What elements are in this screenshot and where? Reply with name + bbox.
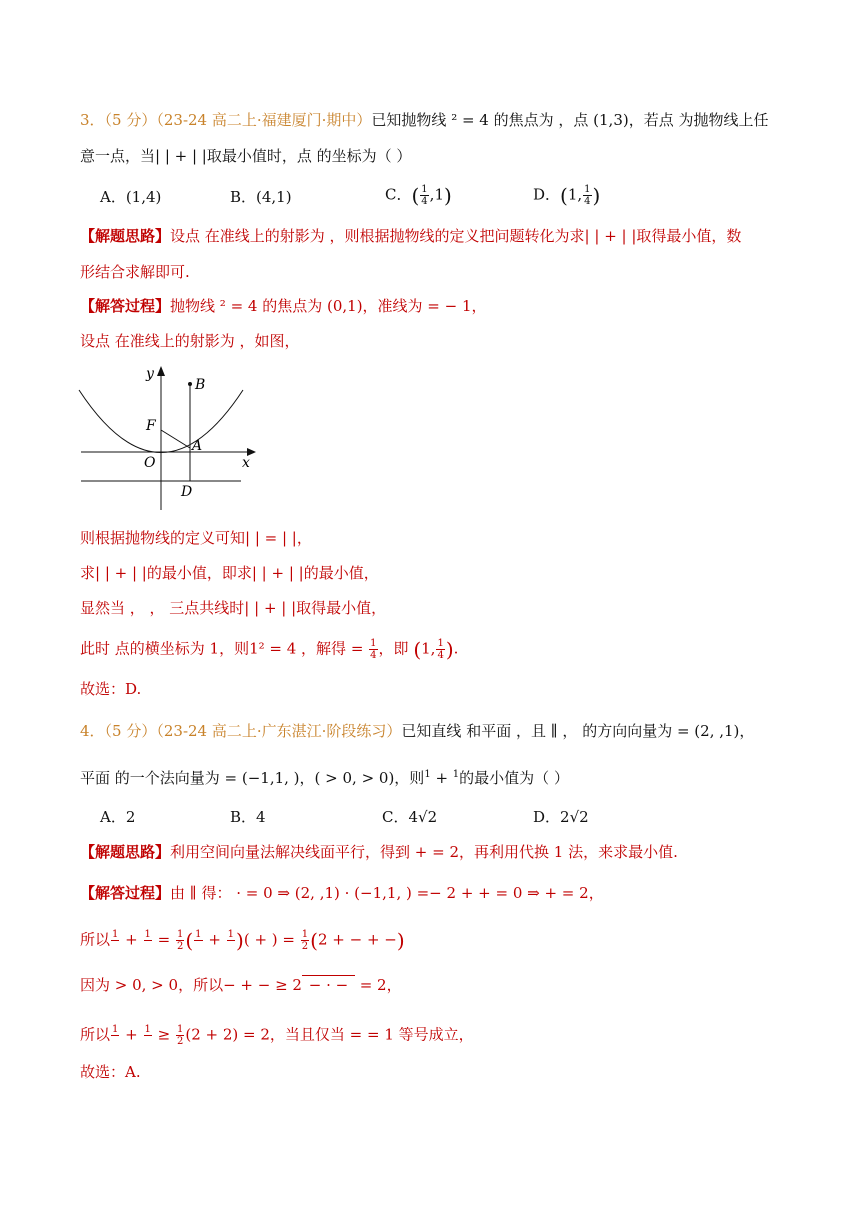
q3-idea-label: 【解题思路】 bbox=[80, 227, 171, 245]
label-a: A bbox=[192, 438, 203, 454]
q4-option-a: A．2 bbox=[100, 808, 136, 826]
q4-source: （23-24 高二上·广东湛江·阶段练习） bbox=[156, 722, 402, 740]
label-x: x bbox=[242, 455, 250, 471]
q3-option-a: A．(1,4) bbox=[100, 188, 162, 206]
q3-process-line2: 设点 在准线上的射影为 ，如图， bbox=[80, 332, 300, 350]
q4-option-c: C．4√2 bbox=[382, 808, 438, 826]
q4-process-line3: 因为 > 0, > 0，所以− + − ≥ 2 − · − = 2， bbox=[80, 976, 402, 994]
label-f: F bbox=[146, 418, 156, 434]
label-d: D bbox=[181, 484, 193, 500]
q4-option-d: D．2√2 bbox=[533, 808, 589, 826]
q3-option-d: D．(1, $\frac{1}{4}$ ) bbox=[533, 183, 601, 208]
q4-answer: 故选：A. bbox=[80, 1063, 141, 1081]
q3-idea-line1: 【解题思路】设点 在准线上的射影为 ，则根据抛物线的定义把问题转化为求| | + | |取得最小值，数 bbox=[80, 227, 742, 245]
point-b bbox=[188, 382, 192, 386]
q3-stem-line2: 意一点，当| | + | |取最小值时，点 的坐标为（ ） bbox=[80, 147, 412, 165]
q3-answer: 故选：D. bbox=[80, 680, 142, 698]
q4-idea-line: 【解题思路】利用空间向量法解决线面平行，得到 + = 2，再利用代换 1 法，来求最小值. bbox=[80, 843, 678, 861]
q4-score: （5 分） bbox=[104, 722, 157, 740]
label-b: B bbox=[195, 377, 206, 393]
segment-fa bbox=[161, 430, 190, 448]
q4-process-line4: 所以 1 + 1 ≥ $\frac{1}{2}$ (2 + 2) = 2，当且仅当 = = 1 等号成立， bbox=[80, 1024, 474, 1047]
q3-option-b: B．(4,1) bbox=[230, 188, 292, 206]
y-axis-arrow-icon bbox=[157, 366, 165, 376]
q3-idea-line2: 形结合求解即可. bbox=[80, 263, 190, 281]
label-y: y bbox=[146, 366, 154, 382]
q4-process-line2: 所以 1 + 1 = $\frac{1}{2}$ ( 1 + 1 )( + ) = $\frac{1}{2}$ (2 + − + −) bbox=[80, 928, 405, 953]
q3-stem-text1: 已知抛物线 ² = 4 的焦点为 ，点 (1,3)，若点 为抛物线上任 bbox=[371, 111, 769, 129]
q3-process-line1: 【解答过程】抛物线 ² = 4 的焦点为 (0,1)，准线为 = − 1， bbox=[80, 297, 487, 315]
q4-number: 4． bbox=[80, 722, 105, 740]
q3-score: （5 分） bbox=[104, 111, 157, 129]
q3-process-label: 【解答过程】 bbox=[80, 297, 171, 315]
label-o: O bbox=[144, 455, 156, 471]
q3-stem-line1 bbox=[80, 110, 769, 130]
q4-process-label: 【解答过程】 bbox=[80, 884, 171, 902]
q4-process-line1: 【解答过程】由 ∥ 得： · = 0 ⇒ (2, ,1) · (−1,1, ) =− 2 + + = 0 ⇒ + = 2， bbox=[80, 884, 604, 902]
q4-option-b: B．4 bbox=[230, 808, 266, 826]
q3-option-c: C．( $\frac{1}{4}$ ,1) bbox=[385, 183, 452, 208]
q4-stem-line1: 4．（5 分）（23-24 高二上·广东湛江·阶段练习）已知直线 和平面 ，且 ∥ ， 的方向向量为 = (2, ,1)， bbox=[80, 722, 755, 740]
q3-after-line1: 则根据抛物线的定义可知| | = | |， bbox=[80, 529, 312, 547]
q3-source: （23-24 高二上·福建厦门·期中） bbox=[156, 111, 372, 129]
q3-after-line2: 求| | + | |的最小值，即求| | + | |的最小值， bbox=[80, 564, 379, 582]
q3-after-line4: 此时 点的横坐标为 1，则1² = 4 ，解得 = $\frac{1}{4}$ ，即 (1, $\frac{1}{4}$ ). bbox=[80, 637, 459, 662]
q4-stem-line2: 平面 的一个法向量为 = (−1,1, )，( > 0, > 0)，则$^1$ + $^1$的最小值为（ ） bbox=[80, 769, 569, 787]
q3-after-line3: 显然当 ， ， 三点共线时| | + | |取得最小值， bbox=[80, 599, 387, 617]
parabola-figure bbox=[76, 360, 266, 515]
q3-number: 3． bbox=[80, 111, 105, 129]
q4-idea-label: 【解题思路】 bbox=[80, 843, 171, 861]
